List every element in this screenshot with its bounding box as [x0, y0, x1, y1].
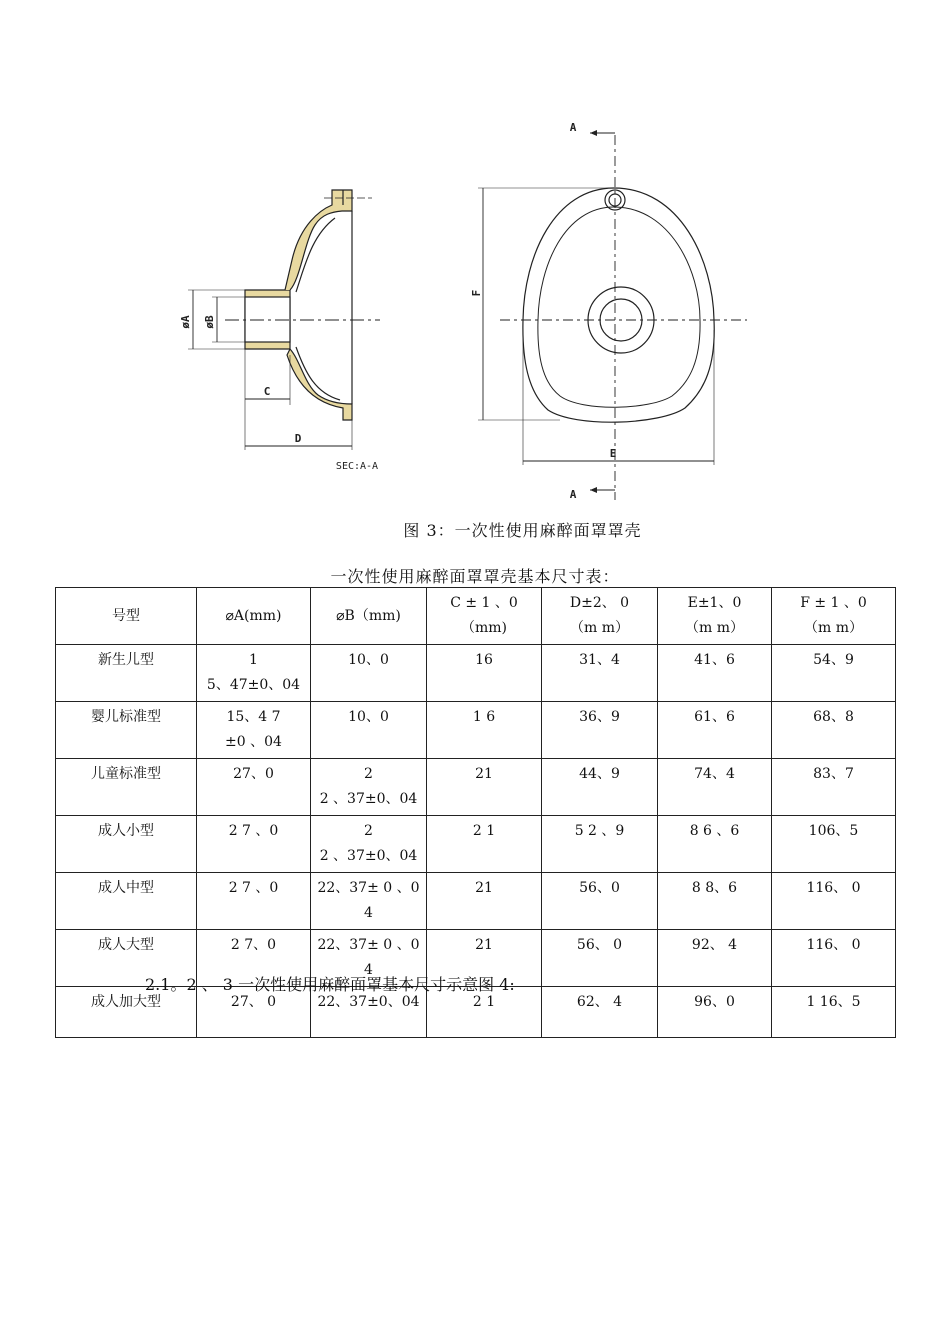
table-cell: 2 7 、0 [197, 816, 311, 873]
cut-label-top: A [569, 121, 577, 134]
table-cell: 36、9 [542, 702, 658, 759]
table-cell: 儿童标准型 [56, 759, 197, 816]
table-cell: 15、4 7 ±0 、04 [197, 702, 311, 759]
table-cell: 106、5 [772, 816, 896, 873]
table-cell: 61、6 [658, 702, 772, 759]
dim-f-label: F [470, 289, 483, 297]
table-cell: 22、37±0、04 [311, 987, 427, 1038]
section-view [188, 190, 380, 450]
table-cell: 68、8 [772, 702, 896, 759]
table-row [56, 873, 896, 930]
table-cell: 74、4 [658, 759, 772, 816]
header-cell: ⌀B（mm) [311, 588, 427, 645]
table-cell: 56、 0 [542, 930, 658, 987]
table-cell: 92、 4 [658, 930, 772, 987]
table-cell: 2 2 、37±0、04 [311, 759, 427, 816]
table-cell: 1 6 [427, 702, 542, 759]
table-cell: 56、0 [542, 873, 658, 930]
table-cell: 22、37± 0 、0 4 [311, 873, 427, 930]
section-label: SEC:A-A [335, 461, 379, 472]
header-cell: D±2、 0 （m m） [542, 588, 658, 645]
table-cell: 2 2 、37±0、04 [311, 816, 427, 873]
header-cell: E±1、0 （m m） [658, 588, 772, 645]
table-cell: 10、0 [311, 702, 427, 759]
table-cell: 31、4 [542, 645, 658, 702]
table-row [56, 702, 896, 759]
figure-caption: 图 3：一次性使用麻醉面罩罩壳 [403, 521, 642, 540]
table-row [56, 759, 896, 816]
dimension-table [55, 587, 896, 1038]
header-cell: ⌀A(mm) [197, 588, 311, 645]
table-cell: 1 5、47±0、04 [197, 645, 311, 702]
table-cell: 成人小型 [56, 816, 197, 873]
table-cell: 8 8、6 [658, 873, 772, 930]
header-cell: F ± 1 、0 （m m） [772, 588, 896, 645]
table-cell: 2 7 、0 [197, 873, 311, 930]
table-cell: 27、0 [197, 759, 311, 816]
mask-shell-drawing [0, 0, 950, 515]
table-cell: 2 7、0 [197, 930, 311, 987]
table-cell: 2 1 [427, 816, 542, 873]
table-header-row [56, 588, 896, 645]
table-cell: 116、 0 [772, 873, 896, 930]
dim-e-label: E [609, 447, 617, 460]
table-cell: 116、 0 [772, 930, 896, 987]
table-cell: 1 16、5 [772, 987, 896, 1038]
table-cell: 婴儿标准型 [56, 702, 197, 759]
table-cell: 96、0 [658, 987, 772, 1038]
header-cell: 号型 [56, 588, 197, 645]
dim-d-label: D [294, 432, 302, 445]
table-cell: 8 6 、6 [658, 816, 772, 873]
table-cell: 成人大型 [56, 930, 197, 987]
table-cell: 成人中型 [56, 873, 197, 930]
dim-c-label: C [263, 385, 271, 398]
dim-b-label: øB [203, 315, 216, 329]
table-cell: 新生儿型 [56, 645, 197, 702]
table-cell: 44、9 [542, 759, 658, 816]
table-row [56, 645, 896, 702]
table-cell: 5 2 、9 [542, 816, 658, 873]
table-cell: 2 1 [427, 987, 542, 1038]
table-cell: 10、0 [311, 645, 427, 702]
table-cell: 21 [427, 873, 542, 930]
header-cell: C ± 1 、0 （mm) [427, 588, 542, 645]
table-cell: 21 [427, 930, 542, 987]
table-cell: 41、6 [658, 645, 772, 702]
table-title: 一次性使用麻醉面罩罩壳基本尺寸表： [330, 567, 620, 586]
table-cell: 22、37± 0 、0 4 [311, 930, 427, 987]
cut-label-bottom: A [569, 488, 577, 501]
front-view [478, 133, 747, 500]
table-cell: 83、7 [772, 759, 896, 816]
table-row [56, 816, 896, 873]
table-cell: 成人加大型 [56, 987, 197, 1038]
dim-a-label: øA [179, 315, 192, 329]
table-cell: 54、9 [772, 645, 896, 702]
table-cell: 62、 4 [542, 987, 658, 1038]
table-cell: 21 [427, 759, 542, 816]
table-cell: 27、 0 [197, 987, 311, 1038]
section-note: 2.1。2 、 3 一次性使用麻醉面罩基本尺寸示意图 4: [145, 975, 515, 994]
table-cell: 16 [427, 645, 542, 702]
